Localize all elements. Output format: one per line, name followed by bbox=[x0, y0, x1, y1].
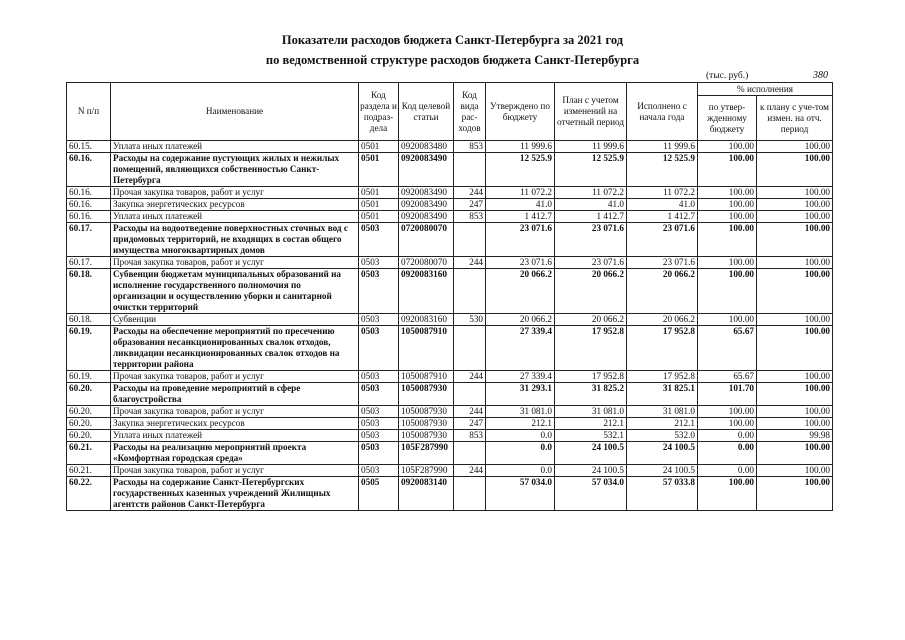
row-section: 0501 bbox=[359, 141, 399, 153]
row-type: 530 bbox=[454, 314, 486, 326]
row-approved: 11 999.6 bbox=[486, 141, 555, 153]
row-name: Прочая закупка товаров, работ и услуг bbox=[111, 257, 359, 269]
row-section: 0503 bbox=[359, 314, 399, 326]
row-num: 60.21. bbox=[67, 465, 111, 477]
row-pct-plan: 100.00 bbox=[757, 314, 833, 326]
table-row bbox=[67, 477, 833, 511]
row-plan: 20 066.2 bbox=[555, 314, 627, 326]
row-plan: 24 100.5 bbox=[555, 465, 627, 477]
row-pct-approved: 100.00 bbox=[698, 223, 757, 257]
row-target: 1050087930 bbox=[399, 383, 454, 406]
row-pct-approved: 100.00 bbox=[698, 141, 757, 153]
row-executed: 23 071.6 bbox=[627, 257, 698, 269]
report-title-line-2: по ведомственной структуре расходов бюджета Санкт-Петербурга bbox=[265, 53, 640, 67]
row-section: 0503 bbox=[359, 430, 399, 442]
row-type bbox=[454, 326, 486, 371]
row-num: 60.20. bbox=[67, 418, 111, 430]
row-type bbox=[454, 383, 486, 406]
row-pct-approved: 100.00 bbox=[698, 257, 757, 269]
row-target: 1050087910 bbox=[399, 371, 454, 383]
row-type bbox=[454, 269, 486, 314]
row-type bbox=[454, 442, 486, 465]
row-approved: 57 034.0 bbox=[486, 477, 555, 511]
row-target: 0920083160 bbox=[399, 314, 454, 326]
row-name: Уплата иных платежей bbox=[111, 211, 359, 223]
header-num: N п/п bbox=[67, 83, 111, 141]
row-approved: 0.0 bbox=[486, 430, 555, 442]
row-name: Расходы на содержание пустующих жилых и нежилых помещений, являющихся собственностью Санкт-Петербурга bbox=[111, 153, 359, 187]
row-type: 853 bbox=[454, 430, 486, 442]
row-executed: 532.0 bbox=[627, 430, 698, 442]
row-pct-plan: 100.00 bbox=[757, 257, 833, 269]
row-name: Расходы на содержание Санкт-Петербургских государственных казенных учреждений Жилищных агентств районов Санкт-Петербурга bbox=[111, 477, 359, 511]
row-pct-plan: 100.00 bbox=[757, 406, 833, 418]
row-pct-plan: 100.00 bbox=[757, 223, 833, 257]
row-executed: 17 952.8 bbox=[627, 371, 698, 383]
row-num: 60.16. bbox=[67, 153, 111, 187]
row-num: 60.15. bbox=[67, 141, 111, 153]
row-approved: 12 525.9 bbox=[486, 153, 555, 187]
units-label: (тыс. руб.) bbox=[706, 71, 749, 81]
row-plan: 17 952.8 bbox=[555, 371, 627, 383]
budget-table bbox=[66, 82, 833, 511]
row-type: 244 bbox=[454, 257, 486, 269]
header-name: Наименование bbox=[111, 83, 359, 141]
row-num: 60.19. bbox=[67, 371, 111, 383]
row-type: 247 bbox=[454, 418, 486, 430]
row-pct-plan: 100.00 bbox=[757, 199, 833, 211]
row-plan: 23 071.6 bbox=[555, 257, 627, 269]
row-target: 1050087930 bbox=[399, 406, 454, 418]
header-type: Код вида рас-ходов bbox=[454, 83, 486, 141]
row-section: 0503 bbox=[359, 406, 399, 418]
row-num: 60.20. bbox=[67, 383, 111, 406]
row-name: Расходы на обеспечение мероприятий по пресечению образования несанкционированных свалок отходов, ликвидации несанкционированных свалок отходов на территории района bbox=[111, 326, 359, 371]
row-num: 60.16. bbox=[67, 211, 111, 223]
row-approved: 20 066.2 bbox=[486, 269, 555, 314]
row-target: 0920083490 bbox=[399, 199, 454, 211]
header-executed: Исполнено с начала года bbox=[627, 83, 698, 141]
row-pct-approved: 100.00 bbox=[698, 187, 757, 199]
row-type: 247 bbox=[454, 199, 486, 211]
row-num: 60.17. bbox=[67, 223, 111, 257]
table-row bbox=[67, 326, 833, 371]
row-plan: 20 066.2 bbox=[555, 269, 627, 314]
row-target: 105F287990 bbox=[399, 465, 454, 477]
row-name: Закупка энергетических ресурсов bbox=[111, 199, 359, 211]
row-section: 0503 bbox=[359, 465, 399, 477]
row-section: 0503 bbox=[359, 257, 399, 269]
table-row bbox=[67, 442, 833, 465]
row-name: Закупка энергетических ресурсов bbox=[111, 418, 359, 430]
row-pct-approved: 100.00 bbox=[698, 418, 757, 430]
table-row bbox=[67, 257, 833, 269]
table-row bbox=[67, 187, 833, 199]
row-executed: 11 072.2 bbox=[627, 187, 698, 199]
row-pct-plan: 100.00 bbox=[757, 442, 833, 465]
row-pct-plan: 100.00 bbox=[757, 269, 833, 314]
row-plan: 31 825.2 bbox=[555, 383, 627, 406]
row-section: 0503 bbox=[359, 418, 399, 430]
row-section: 0503 bbox=[359, 223, 399, 257]
table-row bbox=[67, 371, 833, 383]
row-pct-approved: 101.70 bbox=[698, 383, 757, 406]
row-section: 0503 bbox=[359, 269, 399, 314]
row-num: 60.16. bbox=[67, 199, 111, 211]
row-executed: 57 033.8 bbox=[627, 477, 698, 511]
row-num: 60.19. bbox=[67, 326, 111, 371]
row-name: Расходы на водоотведение поверхностных сточных вод с придомовых территорий, не входящих в состав общего имущества многоквартирных домов bbox=[111, 223, 359, 257]
row-executed: 24 100.5 bbox=[627, 465, 698, 477]
row-num: 60.18. bbox=[67, 314, 111, 326]
row-plan: 57 034.0 bbox=[555, 477, 627, 511]
row-pct-approved: 0.00 bbox=[698, 430, 757, 442]
header-section: Код раздела и подраз-дела bbox=[359, 83, 399, 141]
row-plan: 11 072.2 bbox=[555, 187, 627, 199]
row-target: 0720080070 bbox=[399, 257, 454, 269]
row-section: 0501 bbox=[359, 211, 399, 223]
row-approved: 23 071.6 bbox=[486, 223, 555, 257]
row-target: 0920083160 bbox=[399, 269, 454, 314]
row-plan: 12 525.9 bbox=[555, 153, 627, 187]
row-pct-plan: 100.00 bbox=[757, 211, 833, 223]
row-executed: 212.1 bbox=[627, 418, 698, 430]
row-pct-plan: 100.00 bbox=[757, 383, 833, 406]
header-approved: Утверждено по бюджету bbox=[486, 83, 555, 141]
row-executed: 31 081.0 bbox=[627, 406, 698, 418]
row-num: 60.21. bbox=[67, 442, 111, 465]
row-name: Прочая закупка товаров, работ и услуг bbox=[111, 371, 359, 383]
row-pct-approved: 100.00 bbox=[698, 406, 757, 418]
page-number: 380 bbox=[813, 70, 828, 81]
row-executed: 24 100.5 bbox=[627, 442, 698, 465]
row-plan: 23 071.6 bbox=[555, 223, 627, 257]
row-pct-plan: 100.00 bbox=[757, 326, 833, 371]
row-executed: 20 066.2 bbox=[627, 314, 698, 326]
row-pct-approved: 100.00 bbox=[698, 211, 757, 223]
row-approved: 31 081.0 bbox=[486, 406, 555, 418]
row-num: 60.20. bbox=[67, 430, 111, 442]
row-section: 0501 bbox=[359, 187, 399, 199]
row-section: 0503 bbox=[359, 371, 399, 383]
row-pct-plan: 100.00 bbox=[757, 418, 833, 430]
table-row bbox=[67, 418, 833, 430]
row-section: 0505 bbox=[359, 477, 399, 511]
row-name: Уплата иных платежей bbox=[111, 430, 359, 442]
row-type: 853 bbox=[454, 211, 486, 223]
row-pct-approved: 100.00 bbox=[698, 199, 757, 211]
row-section: 0501 bbox=[359, 199, 399, 211]
row-approved: 1 412.7 bbox=[486, 211, 555, 223]
row-target: 0920083490 bbox=[399, 187, 454, 199]
row-executed: 11 999.6 bbox=[627, 141, 698, 153]
table-row bbox=[67, 406, 833, 418]
row-plan: 11 999.6 bbox=[555, 141, 627, 153]
row-type bbox=[454, 153, 486, 187]
row-target: 0720080070 bbox=[399, 223, 454, 257]
row-pct-plan: 100.00 bbox=[757, 465, 833, 477]
header-percent-group: % исполнения bbox=[698, 83, 833, 96]
row-plan: 532.1 bbox=[555, 430, 627, 442]
row-approved: 41.0 bbox=[486, 199, 555, 211]
row-pct-plan: 100.00 bbox=[757, 187, 833, 199]
row-target: 1050087930 bbox=[399, 418, 454, 430]
row-pct-approved: 100.00 bbox=[698, 269, 757, 314]
row-section: 0503 bbox=[359, 326, 399, 371]
row-approved: 0.0 bbox=[486, 465, 555, 477]
table-row bbox=[67, 153, 833, 187]
row-target: 0920083490 bbox=[399, 153, 454, 187]
row-name: Расходы на реализацию мероприятий проекта «Комфортная городская среда» bbox=[111, 442, 359, 465]
row-name: Прочая закупка товаров, работ и услуг bbox=[111, 406, 359, 418]
row-executed: 20 066.2 bbox=[627, 269, 698, 314]
row-pct-approved: 65.67 bbox=[698, 326, 757, 371]
table-row bbox=[67, 211, 833, 223]
row-name: Субвенции бюджетам муниципальных образований на исполнение государственного полномочия по организации и осуществлению уборки и санитарной очистки территорий bbox=[111, 269, 359, 314]
row-approved: 27 339.4 bbox=[486, 371, 555, 383]
row-num: 60.17. bbox=[67, 257, 111, 269]
row-approved: 11 072.2 bbox=[486, 187, 555, 199]
row-plan: 24 100.5 bbox=[555, 442, 627, 465]
row-plan: 212.1 bbox=[555, 418, 627, 430]
row-name: Субвенции bbox=[111, 314, 359, 326]
row-type: 853 bbox=[454, 141, 486, 153]
row-pct-approved: 100.00 bbox=[698, 314, 757, 326]
header-plan: План с учетом изменений на отчетный период bbox=[555, 83, 627, 141]
row-pct-plan: 100.00 bbox=[757, 477, 833, 511]
row-executed: 31 825.1 bbox=[627, 383, 698, 406]
row-type bbox=[454, 477, 486, 511]
row-pct-approved: 65.67 bbox=[698, 371, 757, 383]
row-pct-plan: 100.00 bbox=[757, 153, 833, 187]
table-row bbox=[67, 141, 833, 153]
row-approved: 20 066.2 bbox=[486, 314, 555, 326]
row-name: Прочая закупка товаров, работ и услуг bbox=[111, 187, 359, 199]
row-executed: 12 525.9 bbox=[627, 153, 698, 187]
table-row bbox=[67, 199, 833, 211]
table-row bbox=[67, 383, 833, 406]
row-name: Расходы на проведение мероприятий в сфере благоустройства bbox=[111, 383, 359, 406]
row-approved: 27 339.4 bbox=[486, 326, 555, 371]
header-target: Код целевой статьи bbox=[399, 83, 454, 141]
row-pct-plan: 100.00 bbox=[757, 371, 833, 383]
row-executed: 1 412.7 bbox=[627, 211, 698, 223]
row-pct-approved: 0.00 bbox=[698, 465, 757, 477]
row-type: 244 bbox=[454, 371, 486, 383]
table-row bbox=[67, 465, 833, 477]
row-plan: 31 081.0 bbox=[555, 406, 627, 418]
row-num: 60.16. bbox=[67, 187, 111, 199]
row-plan: 17 952.8 bbox=[555, 326, 627, 371]
row-plan: 1 412.7 bbox=[555, 211, 627, 223]
report-title-line-1: Показатели расходов бюджета Санкт-Петербурга за 2021 год bbox=[281, 33, 624, 47]
row-type: 244 bbox=[454, 406, 486, 418]
row-num: 60.22. bbox=[67, 477, 111, 511]
table-row bbox=[67, 430, 833, 442]
row-approved: 31 293.1 bbox=[486, 383, 555, 406]
row-pct-approved: 100.00 bbox=[698, 477, 757, 511]
row-plan: 41.0 bbox=[555, 199, 627, 211]
row-pct-approved: 0.00 bbox=[698, 442, 757, 465]
header-pct-plan: к плану с уче-том измен. на отч. период bbox=[757, 96, 833, 141]
row-section: 0501 bbox=[359, 153, 399, 187]
row-type: 244 bbox=[454, 187, 486, 199]
row-target: 0920083140 bbox=[399, 477, 454, 511]
row-approved: 23 071.6 bbox=[486, 257, 555, 269]
row-target: 0920083480 bbox=[399, 141, 454, 153]
row-num: 60.18. bbox=[67, 269, 111, 314]
table-row bbox=[67, 314, 833, 326]
row-target: 1050087930 bbox=[399, 430, 454, 442]
row-section: 0503 bbox=[359, 383, 399, 406]
row-approved: 212.1 bbox=[486, 418, 555, 430]
table-row bbox=[67, 269, 833, 314]
row-executed: 41.0 bbox=[627, 199, 698, 211]
table-row bbox=[67, 223, 833, 257]
row-name: Прочая закупка товаров, работ и услуг bbox=[111, 465, 359, 477]
row-target: 0920083490 bbox=[399, 211, 454, 223]
row-pct-approved: 100.00 bbox=[698, 153, 757, 187]
row-section: 0503 bbox=[359, 442, 399, 465]
row-num: 60.20. bbox=[67, 406, 111, 418]
row-executed: 23 071.6 bbox=[627, 223, 698, 257]
row-name: Уплата иных платежей bbox=[111, 141, 359, 153]
row-type bbox=[454, 223, 486, 257]
row-executed: 17 952.8 bbox=[627, 326, 698, 371]
row-target: 1050087910 bbox=[399, 326, 454, 371]
header-pct-approved: по утвер-жденному бюджету bbox=[698, 96, 757, 141]
row-pct-plan: 100.00 bbox=[757, 141, 833, 153]
row-type: 244 bbox=[454, 465, 486, 477]
row-target: 105F287990 bbox=[399, 442, 454, 465]
row-pct-plan: 99.98 bbox=[757, 430, 833, 442]
row-approved: 0.0 bbox=[486, 442, 555, 465]
